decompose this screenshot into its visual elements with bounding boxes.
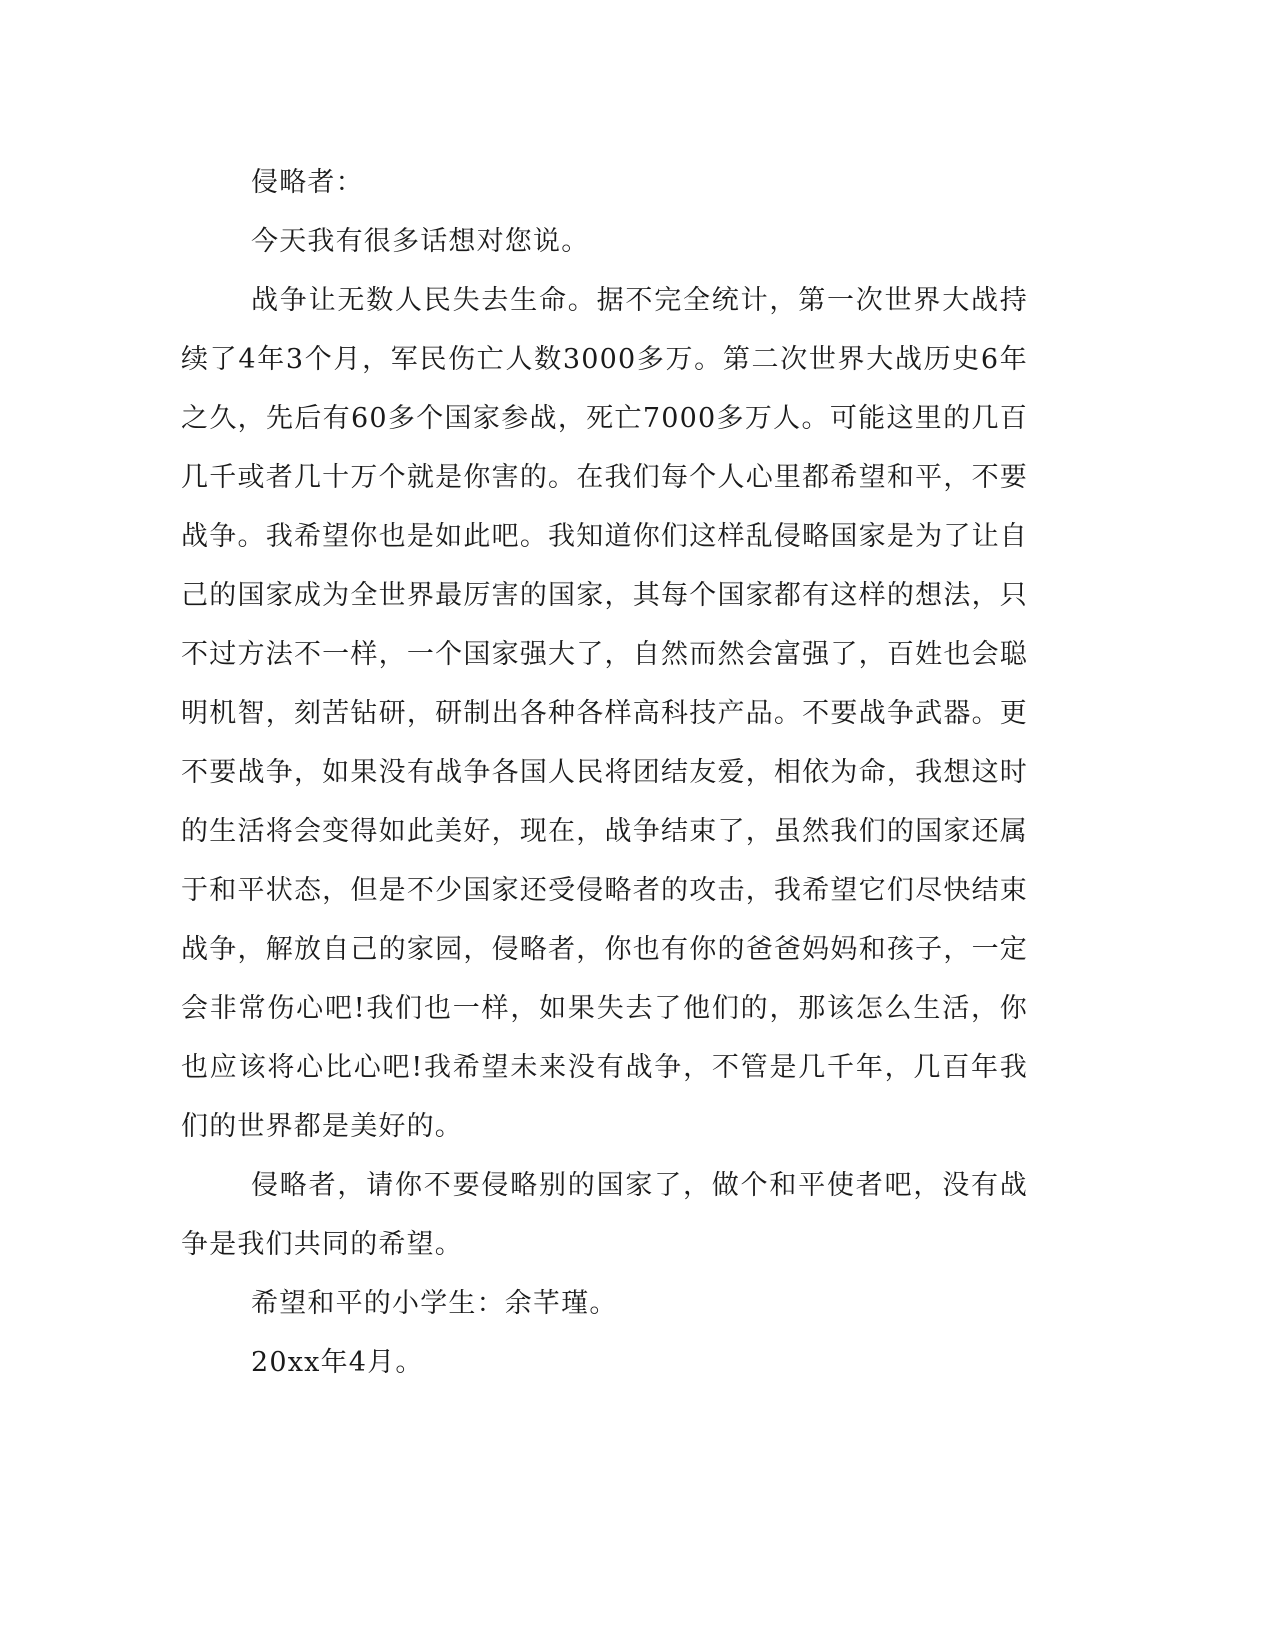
letter-body [181,153,1028,1392]
signature: 希望和平的小学生：余芊瑾。 [251,1288,618,1319]
salutation: 侵略者： [251,167,364,198]
main-paragraph: 战争让无数人民失去生命。据不完全统计，第一次世界大战持续了4年3个月，军民伤亡人数3000多万。第二次世界大战历史6年之久，先后有60多个国家参战，死亡7000多万人。可能这里的几百几千或者几十万个就是你害的。在我们每个人心里都希望和平，不要战争。我希望你也是如此吧。我知道你们这样乱侵略国家是为了让自己的国家成为全世界最厉害的国家，其每个国家都有这样的想法，只不过方法不一样，一个国家强大了，自然而然会富强了，百姓也会聪明机智，刻苦钻研，研制出各种各样高科技产品。不要战争武器。更不要战争，如果没有战争各国人民将团结友爱，相依为命，我想这时的生活将会变得如此美好，现在，战争结束了，虽然我们的国家还属于和平状态，但是不少国家还受侵略者的攻击，我希望它们尽快结束战争，解放自己的家园，侵略者，你也有你的爸爸妈妈和孩子，一定会非常伤心吧!我们也一样，如果失去了他们的，那该怎么生活，你也应该将心比心吧!我希望未来没有战争，不管是几千年，几百年我们的世界都是美好的。 [181,285,1028,1142]
closing-paragraph: 侵略者，请你不要侵略别的国家了，做个和平使者吧，没有战争是我们共同的希望。 [181,1170,1028,1260]
date: 20xx年4月。 [251,1347,424,1378]
opening-line: 今天我有很多话想对您说。 [251,226,590,257]
